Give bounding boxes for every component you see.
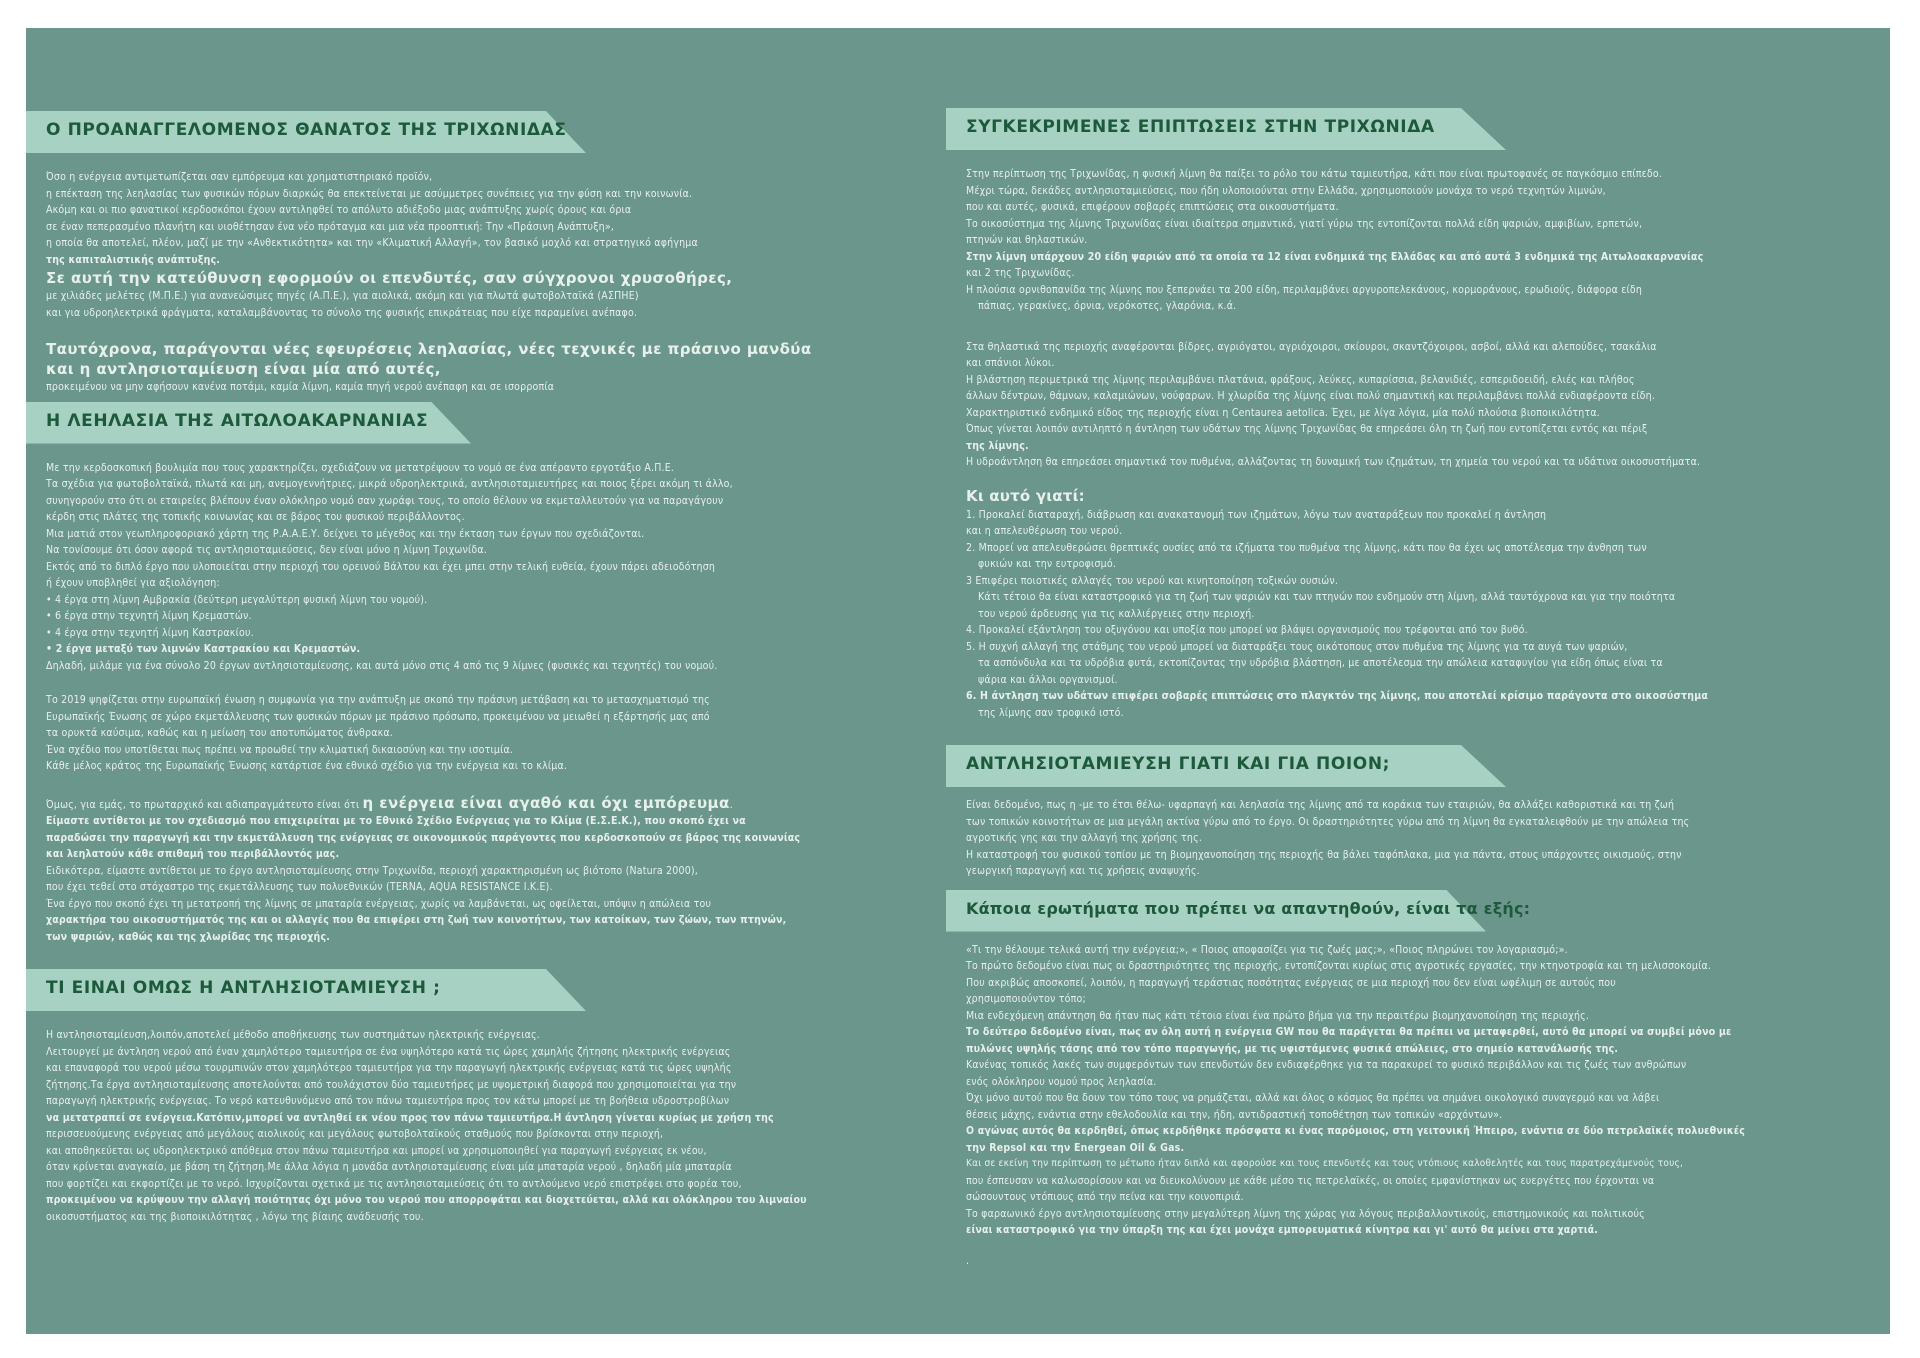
section-header-why-and-for-whom <box>946 745 1890 787</box>
text-line: Μέχρι τώρα, δεκάδες αντλησιοταμιεύσεις, που ήδη υλοποιούνται στην Ελλάδα, χρησιμοποιούν μονάχα το νερό τεχνητών λιμνών, <box>966 184 1606 197</box>
text-line: Ο αγώνας αυτός θα κερδηθεί, όπως κερδήθηκε πρόσφατα κι ένας παρόμοιος, στη γειτονική Ήπειρο, ενάντια σε δύο πετρελαϊκές πολυεθνικές <box>966 1125 1746 1137</box>
section-header-death-of-trichonida <box>26 111 946 153</box>
list-item: ψάρια και άλλοι οργανισμοί. <box>978 673 1118 686</box>
list-item: και η απελευθέρωση του νερού. <box>966 525 1123 537</box>
text-line: ζήτησης.Τα έργα αντλησιοταμίευσης αποτελούνται από τουλάχιστον δύο ταμιευτήρες με υψομετρική διαφορά που χρησιμοποιείται για την <box>46 1078 737 1091</box>
section-title: Η ΛΕΗΛΑΣΙΑ ΤΗΣ ΑΙΤΩΛΟΑΚΑΡΝΑΝΙΑΣ <box>46 410 429 431</box>
text-line: όταν κρίνεται αναγκαίο, με βάση τη ζήτηση.Με άλλα λόγια η μονάδα αντλησιοταμίευσης είναι μία μπαταρία νερού , δηλαδή μία μπαταρία <box>46 1161 732 1173</box>
text-line: Στην λίμνη υπάρχουν 20 είδη ψαριών από τα οποία τα 12 είναι ενδημικά της Ελλάδας και από αυτά 3 ενδημικά της Αιτωλοακαρνανίας <box>966 250 1704 263</box>
text-line: Το δεύτερο δεδομένο είναι, πως αν όλη αυτή η ενέργεια GW που θα παράγεται θα πρέπει να μεταφερθεί, αυτό θα μπορεί να συμβεί μόνο με <box>966 1026 1732 1038</box>
text-line: Είναι δεδομένο, πως η -με το έτσι θέλω- υφαρπαγή και λεηλασία της λίμνης από τα κοράκια των εταιριών, θα αλλάξει καθοριστικά και τη ζωή <box>966 799 1675 811</box>
text-line: Ευρωπαϊκής Ένωσης σε χώρο εκμετάλλευσης των φυσικών πόρων με πράσινο πρόσωπο, προκειμένου να μειωθεί η εξάρτησής μας από <box>46 710 710 723</box>
section-title: Ο ΠΡΟΑΝΑΓΓΕΛΟΜΕΝΟΣ ΘΑΝΑΤΟΣ ΤΗΣ ΤΡΙΧΩΝΙΔΑΣ <box>46 120 567 140</box>
text-line: προκειμένου να κρύψουν την αλλαγή ποιότητας όχι μόνο του νερού που απορροφάται και διοχετεύεται, αλλά και ολόκληρου του λιμναίου <box>46 1194 807 1206</box>
paragraph-energy-is-good: Όμως, για εμάς, το πρωταρχικό και αδιαπραγμάτευτο είναι ότι η ενέργεια είναι αγαθό και όχι εμπόρευμα. Είμαστε αντίθετοι με τον σχεδιασμό που επιχειρείται με το Εθνικό Σχέδιο Ενέργειας για το Κλίμα (Ε.Σ.Ε.Κ.), που σκοπό έχει να παραδώσει την παραγωγή και την εκμετάλλευση της ενέργειας σε οικονομικούς παράγοντες που κερδοσκοπούν σε βάρος της κοινωνίας και λεηλατούν κάθε σπιθαμή του περιβάλλοντός μας. Ειδικότερα, είμαστε αντίθετοι με το έργο αντλησιοταμίευσης στην Τριχωνίδα, περιοχή χαρακτηρισμένη ως βιότοπο (Natura 2000), που έχει τεθεί στο στόχαστρο της εκμετάλλευσης των πολυεθνικών (ΤΕRNA, AQUA RESISTANCE I.K.E). Ένα έργο που σκοπό έχει τη μετατροπή της λίμνης σε μπαταρία ενέργειας, χωρίς να λαμβάνεται, ως οφείλεται, υπόψιν η απώλεια του χαρακτήρα του οικοσυστήματός της και οι αλλαγές που θα επιφέρει στη ζωή των κοινοτήτων, των κατοίκων, των ζώων, των πτηνών, των ψαριών, καθώς και της χλωρίδας της περιοχής. <box>26 793 946 946</box>
paragraph-energy-commodity <box>26 169 946 396</box>
text-line: των ψαριών, καθώς και της χλωρίδας της περιοχής. <box>46 930 331 943</box>
text-line: η επέκταση της λεηλασίας των φυσικών πόρων διαρκώς θα επεκτείνεται με ασύμμετρες συνέπειες για την φύση και την κοινωνία. <box>46 187 693 200</box>
text-line: σε έναν πεπερασμένο πλανήτη και υιοθέτησαν ένα νέο πρόταγμα και μια νέα προοπτική: Την «Πράσινη Ανάπτυξη», <box>46 220 615 233</box>
section-header-questions <box>946 890 1890 932</box>
text-line: και σπάνιοι λύκοι. <box>966 357 1055 369</box>
text-line: που και αυτές, φυσικά, επιφέρουν σοβαρές επιπτώσεις στα οικοσυστήματα. <box>966 201 1339 213</box>
text-line: Ένα σχέδιο που υποτίθεται πως πρέπει να προωθεί την κλιματική δικαιοσύνη και την ισοτιμία. <box>46 743 514 756</box>
impacts-list <box>946 507 1890 722</box>
text-line: χρησιμοποιούντον τόπο; <box>966 993 1086 1005</box>
text-line: και 2 της Τριχωνίδας. <box>966 267 1075 279</box>
text-line: Μια ενδεχόμενη απάντηση θα ήταν πως κάτι τέτοιο είναι ένα πρώτο βήμα για την περαιτέρω βιομηχανοποίηση της περιοχής. <box>966 1009 1590 1022</box>
text-line: άλλων δέντρων, θάμνων, καλαμιώνων, νούφαρων. Η χλωρίδα της λίμνης είναι πολύ σημαντική και περιλαμβάνει πολλά ενδιαφέροντα είδη. <box>966 390 1656 402</box>
text-line: Το οικοσύστημα της λίμνης Τριχωνίδας είναι ιδιαίτερα σημαντικό, γιατί γύρω της εντοπίζονται πολλά είδη ψαριών, αμφιβίων, ερπετών, <box>966 217 1643 230</box>
list-item: Κάτι τέτοιο θα είναι καταστροφικό για τη ζωή των ψαριών και των πτηνών που ενδημούν στη λίμνη, αλλά ταυτόχρονα και για την ποιότητα <box>978 591 1676 603</box>
text-line: και λεηλατούν κάθε σπιθαμή του περιβάλλοντός μας. <box>46 848 340 860</box>
list-item: • 2 έργα μεταξύ των λιμνών Καστρακίου και Κρεμαστών. <box>46 643 361 655</box>
section-title: ΣΥΓΚΕΚΡΙΜΕΝΕΣ ΕΠΙΠΤΩΣΕΙΣ ΣΤΗΝ ΤΡΙΧΩΝΙΔΑ <box>966 117 1435 137</box>
text-line: αγροτικής γης και την αλλαγή της χρήσης της. <box>966 832 1203 844</box>
text-line: παραγωγή ηλεκτρικής ενέργειας. Το νερό κατευθυνόμενο από τον πάνω ταμιευτήρα προς τον κάτω μπορεί με τη βοήθεια υδροστροβίλων <box>46 1095 730 1107</box>
list-item: της λίμνης σαν τροφικό ιστό. <box>978 706 1124 719</box>
text-line: και αποθηκεύεται ως υδροηλεκτρικό απόθεμα στον πάνω ταμιευτήρα και μπορεί να χρησιμοποιηθεί για παραγωγή ενέργειας εκ νέου, <box>46 1144 707 1157</box>
list-item: του νερού άρδευσης για τις καλλιέργειες στην περιοχή. <box>978 607 1255 620</box>
text-line: Είμαστε αντίθετοι με τον σχεδιασμό που επιχειρείται με το Εθνικό Σχέδιο Ενέργειας για το Κλίμα (Ε.Σ.Ε.Κ.), που σκοπό έχει να <box>46 815 746 827</box>
text-line: ή έχουν υποβληθεί για αξιολόγηση: <box>46 577 220 589</box>
brochure-sheet <box>26 28 1890 1334</box>
text-line: Που ακριβώς αποσκοπεί, λοιπόν, η παραγωγή τεράστιας ποσότητας ενέργειας σε μια περιοχή που δεν είναι ωφέλιμη σε αυτούς που <box>966 976 1616 989</box>
section-title: ΑΝΤΛΗΣΙΟΤΑΜΙΕΥΣΗ ΓΙΑΤΙ ΚΑΙ ΓΙΑ ΠΟΙΟΝ; <box>966 754 1391 774</box>
text-line: που έσπευσαν να καλωσορίσουν και να διευκολύνουν με κάθε μέσο τις πετρελαϊκές, οι οποίες εμφανίστηκαν ως ευεργέτες που έρχονται να <box>966 1174 1655 1187</box>
text-line: περισσευούμενης ενέργειας από μεγάλους αιολικούς και μεγάλους φωτοβολταϊκούς σταθμούς που βρίσκονται στην περιοχή, <box>46 1128 664 1140</box>
paragraph-mammals-flora <box>946 339 1890 471</box>
paragraph-green-deal <box>26 692 946 775</box>
text-line: Όχι μόνο αυτού που θα δουν τον τόπο τους να ρημάζεται, αλλά και όλος ο κόσμος θα πρέπει να σημάνει οικολογικό συναγερμό και να λάβει <box>966 1092 1660 1104</box>
text-line: την Repsol και την Energean Oil & Gas. <box>966 1141 1185 1154</box>
highlight-line: Σε αυτή την κατεύθυνση εφορμούν οι επενδυτές, σαν σύγχρονοι χρυσοθήρες, <box>46 269 733 287</box>
closing-dot: . <box>966 1254 970 1267</box>
text-line: Η πλούσια ορνιθοπανίδα της λίμνης που ξεπερνάει τα 200 είδη, περιλαμβάνει αργυροπελεκάνους, κορμοράνους, ερωδιούς, διάφορα είδη <box>966 283 1643 296</box>
list-item: φυκιών και την ευτροφισμό. <box>978 558 1117 570</box>
text-line: θέσεις μάχης, ενάντια στην εθελοδουλία και την, ήδη, αντιδραστική τοποθέτηση των τοπικών «αρχόντων». <box>966 1108 1503 1121</box>
text-line: Στην περίπτωση της Τριχωνίδας, η φυσική λίμνη θα παίξει το ρόλο του κάτω ταμιευτήρα, κάτι που είναι πρωτοφανές σε παγκόσμιο επίπεδο. <box>966 168 1663 180</box>
highlight-line: Ταυτόχρονα, παράγονται νέες εφευρέσεις λεηλασίας, νέες τεχνικές με πράσινο μανδύα <box>46 340 812 358</box>
highlight-line: και η αντλησιοταμίευση είναι μία από αυτές, <box>46 360 441 378</box>
text-line: Η αντλησιοταμίευση,λοιπόν,αποτελεί μέθοδο αποθήκευσης των συστημάτων ηλεκτρικής ενέργειας. <box>46 1029 540 1041</box>
text-line: είναι καταστροφικό για την ύπαρξη της και έχει μονάχα εμπορευματικά κίνητρα και γι' αυτό θα μείνει στα χαρτιά. <box>966 1224 1599 1236</box>
text-line: Στα θηλαστικά της περιοχής αναφέρονται βίδρες, αγριόγατοι, αγριόχοιροι, σκίουροι, σκαντζόχοιροι, ασβοί, αλλά και αλεπούδες, τσακάλια <box>966 340 1657 353</box>
text-line: Ειδικότερα, είμαστε αντίθετοι με το έργο αντλησιοταμίευσης στην Τριχωνίδα, περιοχή χαρακτηρισμένη ως βιότοπο (Natura 2000), <box>46 864 698 877</box>
text-line: Και σε εκείνη την περίπτωση το μέτωπο ήταν διπλό και αφορούσε και τους επενδυτές και τους ντόπιους καλοθελητές και τους παρατρεχάμενούς τους, <box>966 1158 1684 1169</box>
list-item: • 4 έργα στην τεχνητή λίμνη Καστρακίου. <box>46 626 254 639</box>
text-line: Χαρακτηριστικό ενδημικό είδος της περιοχής είναι η Centaurea aetolica. Έχει, με λίγα λόγια, μία πολύ πλούσια βιοποικιλότητα. <box>966 406 1601 419</box>
text-line: πάπιας, γερακίνες, όρνια, νερόκοτες, γλαρόνια, κ.ά. <box>978 300 1237 312</box>
text-line: της λίμνης. <box>966 439 1029 452</box>
text-line: της καπιταλιστικής ανάπτυξης. <box>46 253 221 266</box>
text-line: Το 2019 ψηφίζεται στην ευρωπαϊκή ένωση η συμφωνία για την ανάπτυξη με σκοπό την πράσινη μετάβαση και το μετασχηματισμό της <box>46 694 710 706</box>
text-line: Όπως γίνεται λοιπόν αντιληπτό η άντληση των υδάτων της λίμνης Τριχωνίδας θα επηρεάσει όλη τη ζωή που εντοπίζεται εντός και πέριξ <box>966 423 1648 435</box>
list-item: 6. Η άντληση των υδάτων επιφέρει σοβαρές επιπτώσεις στο πλαγκτόν της λίμνης, που αποτελεί κρίσιμο παράγοντα στο οικοσύστημα <box>966 690 1709 702</box>
paragraph-why-for-whom <box>946 797 1890 880</box>
highlight-span: η ενέργεια είναι αγαθό και όχι εμπόρευμα <box>362 793 730 812</box>
paragraph-plunder <box>26 460 946 675</box>
section-header-what-is-pumped-storage <box>26 969 946 1011</box>
text-line: Να τονίσουμε ότι όσον αφορά τις αντλησιοταμιεύσεις, δεν είναι μόνο η λίμνη Τριχωνίδα. <box>46 544 488 556</box>
text-line: και επαναφορά του νερού μέσω τουρμπινών στον χαμηλότερο ταμιευτήρα για την παραγωγή ηλεκτρικής ενέργειας κατά τις ώρες υψηλής <box>46 1062 732 1074</box>
text-line: παραδώσει την παραγωγή και την εκμετάλλευση της ενέργειας σε οικονομικούς παράγοντες που κερδοσκοπούν σε βάρος της κοινωνίας <box>46 831 801 844</box>
text-line: πυλώνες υψηλής τάσης από τον τόπο παραγωγής, με τις υφιστάμενες φυσικά απώλειες, στο σημείο κατανάλωσής της. <box>966 1042 1619 1055</box>
section-title: ΤΙ ΕΙΝΑΙ ΟΜΩΣ Η ΑΝΤΛΗΣΙΟΤΑΜΙΕΥΣΗ ; <box>46 978 441 998</box>
list-item: • 4 έργα στη λίμνη Αμβρακία (δεύτερη μεγαλύτερη φυσική λίμνη του νομού). <box>46 593 428 606</box>
text-line: να μετατραπεί σε ενέργεια.Κατόπιν,μπορεί να αντληθεί εκ νέου προς τον πάνω ταμιευτήρα.Η άντληση γίνεται κυρίως με χρήση της <box>46 1111 774 1124</box>
text-line: Δηλαδή, μιλάμε για ένα σύνολο 20 έργων αντλησιοταμίευσης, και αυτά μόνο στις 4 από τις 9 λίμνες (φυσικές και τεχνητές) του νομού. <box>46 659 718 672</box>
text-line: Η βλάστηση περιμετρικά της λίμνης περιλαμβάνει πλατάνια, φράξους, λεύκες, κυπαρίσσια, βελανιδιές, εσπεριδοειδή, ελιές και πλήθος <box>966 373 1635 386</box>
list-item: 1. Προκαλεί διαταραχή, διάβρωση και ανακατανομή των ιζημάτων, λόγω των αναταράξεων που προκαλεί η άντληση <box>966 508 1547 521</box>
left-column <box>26 28 946 1225</box>
text-line: των τοπικών κοινοτήτων σε μια μεγάλη ακτίνα γύρω από το έργο. Οι δραστηριότητες γύρω από τη λίμνη θα εγκαταλειφθούν με την απώλεια της <box>966 815 1690 828</box>
text-line: οικοσυστήματος και της βιοποικιλότητας , λόγω της βίαιης ανάδευσής του. <box>46 1210 424 1223</box>
text-line: προκειμένου να μην αφήσουν κανένα ποτάμι, καμία λίμνη, καμία πηγή νερού ανέπαφη και σε ισορροπία <box>46 381 555 393</box>
text-line: Η καταστροφή του φυσικού τοπίου με τη βιομηχανοποίηση της περιοχής θα βάλει ταφόπλακα, μια για πάντα, στους υπάρχοντες οικισμούς, στην <box>966 848 1682 861</box>
text-line: Ακόμη και οι πιο φανατικοί κερδοσκόποι έχουν αντιληφθεί το απόλυτο αδιέξοδο μιας ανάπτυξης χωρίς όρους και όρια <box>46 204 632 216</box>
text-line: κέρδη στις πλάτες της τοπικής κοινωνίας και σε βάρος του φυσικού περιβάλλοντος. <box>46 511 465 523</box>
right-column <box>946 28 1890 1269</box>
text-line: Τα σχέδια για φωτοβολταϊκά, πλωτά και μη, ανεμογεννήτριες, μικρά υδροηλεκτρικά, αντλησιοταμιευτήρες και ποιος ξέρει ακόμη τι άλλο, <box>46 478 733 490</box>
subheading-why: Κι αυτό γιατί: <box>966 486 1085 505</box>
text-line: Η υδροάντληση θα επηρεάσει σημαντικά τον πυθμένα, αλλάζοντας τη δυναμική των ιζημάτων, τη χημεία του νερού και τα υδάτινα οικοσυστήματα. <box>966 456 1701 468</box>
section-header-plunder-aitoloakarnania <box>26 402 946 444</box>
section-title: Κάποια ερωτήματα που πρέπει να απαντηθούν, είναι τα εξής: <box>966 898 1531 918</box>
list-item: 5. Η συχνή αλλαγή της στάθμης του νερού μπορεί να διαταράξει τους οικότοπους στον πυθμένα της λίμνης για τα αυγά των ψαριών, <box>966 640 1628 653</box>
text-line: που φορτίζει και εκφορτίζει με το νερό. Ισχυρίζονται σχετικά με τις αντλησιοταμιεύσεις ότι το αντλούμενο νερό επιστρέφει στο φορέα του, <box>46 1177 742 1190</box>
text-span: Όμως, για εμάς, το πρωταρχικό και αδιαπραγμάτευτο είναι ότι <box>46 798 363 811</box>
section-header-specific-impacts <box>946 108 1890 150</box>
text-line: που έχει τεθεί στο στόχαστρο της εκμετάλλευσης των πολυεθνικών (ΤΕRNA, AQUA RESISTANCE I.K.E). <box>46 881 553 893</box>
text-line: ενός ολόκληρου νομού προς λεηλασία. <box>966 1075 1157 1088</box>
text-line: χαρακτήρα του οικοσυστήματός της και οι αλλαγές που θα επιφέρει στη ζωή των κοινοτήτων, των κατοίκων, των ζώων, των πτηνών, <box>46 914 787 926</box>
text-line: η οποία θα αποτελεί, πλέον, μαζί με την «Ανθεκτικότητα» και την «Κλιματική Αλλαγή», τον βασικό μοχλό και στρατηγικό αφήγημα <box>46 237 698 249</box>
text-line: και για υδροηλεκτρικά φράγματα, καταλαμβάνοντας το σύνολο της φυσικής επικράτειας που είχε παραμείνει ανέπαφο. <box>46 306 638 319</box>
text-line: Εκτός από το διπλό έργο που υλοποιείται στην περιοχή του ορεινού Βάλτου και έχει μπει στην τελική ευθεία, έχουν πάρει αδειοδότηση <box>46 560 716 573</box>
text-line: γεωργική παραγωγή και τις χρήσεις αναψυχής. <box>966 865 1200 877</box>
text-line: Το φαραωνικό έργο αντλησιοταμίευσης στην μεγαλύτερη λίμνη της χώρας για λόγους περιβαλλοντικούς, επιστημονικούς και πολιτικούς <box>966 1207 1645 1220</box>
list-item: 2. Μπορεί να απελευθερώσει θρεπτικές ουσίες από τα ιζήματα του πυθμένα της λίμνης, κάτι που θα έχει ως αποτέλεσμα την άνθηση των <box>966 541 1647 554</box>
text-line: Ένα έργο που σκοπό έχει τη μετατροπή της λίμνης σε μπαταρία ενέργειας, χωρίς να λαμβάνεται, ως οφείλεται, υπόψιν η απώλεια του <box>46 897 712 910</box>
text-line: Κανένας τοπικός λακές των συμφερόντων των επενδυτών δεν ενδιαφέρθηκε για τα παρακυρεί το φυσικό περιβάλλον και τις ζωές των ανθρώπων <box>966 1059 1687 1071</box>
text-line: σώσουντους ντόπιους από την πείνα και την κοινοπιριά. <box>966 1191 1244 1203</box>
text-line: Όσο η ενέργεια αντιμετωπίζεται σαν εμπόρευμα και χρηματιστηριακό προϊόν, <box>46 171 433 183</box>
text-line: πτηνών και θηλαστικών. <box>966 234 1088 246</box>
paragraph-questions <box>946 942 1890 1270</box>
text-line: «Τι την θέλουμε τελικά αυτή την ενέργεια;», « Ποιος αποφασίζει για τις ζωές μας;», «Ποιος πληρώνει τον λογαριασμό;». <box>966 943 1568 956</box>
text-line: με χιλιάδες μελέτες (Μ.Π.Ε.) για ανανεώσιμες πηγές (Α.Π.Ε.), για αιολικά, ακόμη και για πλωτά φωτοβολταϊκά (ΑΣΠΗΕ) <box>46 290 639 302</box>
text-line: Κάθε μέλος κράτος της Ευρωπαϊκής Ένωσης κατάρτισε ένα εθνικό σχέδιο για την ενέργεια και το κλίμα. <box>46 760 568 772</box>
text-line: Το πρώτο δεδομένο είναι πως οι δραστηριότητες της περιοχής, εντοπίζονται κυρίως στις αγροτικές εργασίες, την κτηνοτροφία και τη μελισσοκομία. <box>966 960 1712 972</box>
list-item: τα ασπόνδυλα και τα υδρόβια φυτά, εκτοπίζοντας την υδρόβια βλάστηση, με αποτέλεσμα την απώλεια καταφυγίου για είδη όπως είναι τα <box>978 657 1663 669</box>
paragraph-pumped-storage <box>26 1027 946 1225</box>
list-item: • 6 έργα στην τεχνητή λίμνη Κρεμαστών. <box>46 610 252 622</box>
text-line: Μια ματιά στον γεωπληροφοριακό χάρτη της Ρ.Α.Α.Ε.Υ. δείχνει το μέγεθος και την έκταση των έργων που σχεδιάζονται. <box>46 527 645 540</box>
paragraph-lake-ecosystem <box>946 166 1890 315</box>
text-line: Λειτουργεί με άντληση νερού από έναν χαμηλότερο ταμιευτήρα σε ένα υψηλότερο κατά τις ώρες χαμηλής ζήτησης ηλεκτρικής ενέργειας <box>46 1045 731 1058</box>
text-line: συνηγορούν στο ότι οι εταιρείες βλέπουν έναν ολόκληρο νομό σαν χωράφι τους, το οποίο θέλουν να εκμεταλλευτούν για να παραγάγουν <box>46 494 724 507</box>
list-item: 3 Επιφέρει ποιοτικές αλλαγές του νερού και κινητοποίηση τοξικών ουσιών. <box>966 574 1339 587</box>
text-line: Με την κερδοσκοπική βουλιμία που τους χαρακτηρίζει, σχεδιάζουν να μετατρέψουν το νομό σε ένα απέραντο εργοτάξιο Α.Π.Ε. <box>46 461 675 474</box>
list-item: 4. Προκαλεί εξάντληση του οξυγόνου και υποξία που μπορεί να βλάψει οργανισμούς που τρέφονται από τον βυθό. <box>966 624 1528 636</box>
text-line: τα ορυκτά καύσιμα, καθώς και η μείωση του αποτυπώματος άνθρακα. <box>46 727 394 739</box>
